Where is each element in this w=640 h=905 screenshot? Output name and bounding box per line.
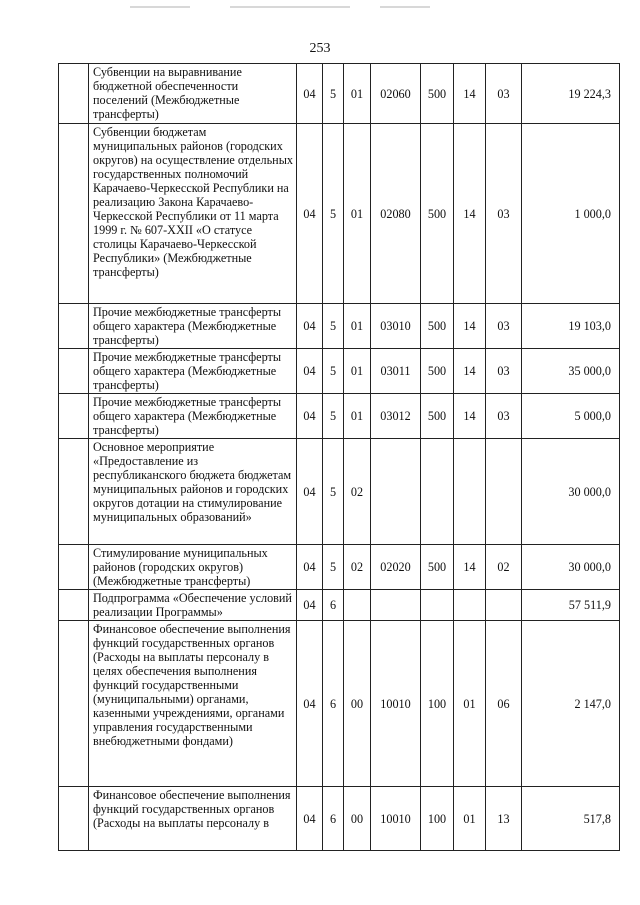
code-cell: 5 (323, 64, 344, 124)
code-cell: 500 (421, 545, 454, 590)
blank-cell (59, 304, 89, 349)
amount-cell: 517,8 (522, 787, 620, 851)
code-cell (421, 439, 454, 545)
code-cell: 04 (297, 64, 323, 124)
code-cell: 01 (344, 304, 371, 349)
table-row (59, 545, 620, 590)
table-row (59, 124, 620, 304)
code-cell: 5 (323, 439, 344, 545)
code-cell: 01 (344, 349, 371, 394)
code-cell: 14 (454, 124, 486, 304)
code-cell: 13 (486, 787, 522, 851)
code-cell: 02080 (371, 124, 421, 304)
amount-cell: 35 000,0 (522, 349, 620, 394)
amount-cell: 1 000,0 (522, 124, 620, 304)
item-name: Основное мероприятие «Предоставление из республиканского бюджета бюджетам муниципальных районов и городских округов дотации на стимулирование муниципальных образований» (89, 439, 297, 545)
code-cell (371, 590, 421, 621)
code-cell: 06 (486, 621, 522, 787)
amount-cell: 5 000,0 (522, 394, 620, 439)
code-cell: 5 (323, 349, 344, 394)
amount-cell: 30 000,0 (522, 545, 620, 590)
code-cell: 01 (344, 394, 371, 439)
table-row (59, 64, 620, 124)
code-cell: 500 (421, 349, 454, 394)
code-cell: 5 (323, 124, 344, 304)
code-cell: 03 (486, 349, 522, 394)
blank-cell (59, 394, 89, 439)
code-cell: 04 (297, 621, 323, 787)
blank-cell (59, 621, 89, 787)
item-name: Субвенции на выравнивание бюджетной обеспеченности поселений (Межбюджетные трансферты) (89, 64, 297, 124)
code-cell: 03010 (371, 304, 421, 349)
item-name: Прочие межбюджетные трансферты общего характера (Межбюджетные трансферты) (89, 394, 297, 439)
table-row (59, 590, 620, 621)
table-row (59, 349, 620, 394)
code-cell: 500 (421, 64, 454, 124)
code-cell: 04 (297, 545, 323, 590)
code-cell (421, 590, 454, 621)
code-cell: 02 (344, 545, 371, 590)
code-cell: 03 (486, 394, 522, 439)
code-cell: 04 (297, 124, 323, 304)
code-cell (486, 439, 522, 545)
code-cell (454, 590, 486, 621)
code-cell: 03012 (371, 394, 421, 439)
budget-table (58, 63, 620, 851)
code-cell: 02020 (371, 545, 421, 590)
code-cell: 04 (297, 439, 323, 545)
code-cell: 03 (486, 304, 522, 349)
code-cell: 00 (344, 787, 371, 851)
code-cell: 14 (454, 349, 486, 394)
code-cell: 10010 (371, 787, 421, 851)
code-cell: 500 (421, 304, 454, 349)
amount-cell: 2 147,0 (522, 621, 620, 787)
item-name: Финансовое обеспечение выполнения функций государственных органов (Расходы на выплаты персоналу в целях обеспечения выполнения функций государственными (муниципальными) органами, казенными учреждениями, органами управления государственными внебюджетными фондами) (89, 621, 297, 787)
code-cell: 02060 (371, 64, 421, 124)
code-cell: 500 (421, 124, 454, 304)
code-cell: 100 (421, 787, 454, 851)
table-row (59, 787, 620, 851)
code-cell: 04 (297, 787, 323, 851)
code-cell: 6 (323, 590, 344, 621)
code-cell: 04 (297, 590, 323, 621)
item-name: Финансовое обеспечение выполнения функций государственных органов (Расходы на выплаты персоналу в (89, 787, 297, 851)
code-cell: 5 (323, 304, 344, 349)
code-cell: 04 (297, 349, 323, 394)
code-cell (344, 590, 371, 621)
code-cell: 01 (344, 124, 371, 304)
blank-cell (59, 64, 89, 124)
code-cell: 03011 (371, 349, 421, 394)
code-cell: 14 (454, 394, 486, 439)
amount-cell: 19 103,0 (522, 304, 620, 349)
code-cell: 01 (454, 787, 486, 851)
table-row (59, 439, 620, 545)
item-name: Прочие межбюджетные трансферты общего характера (Межбюджетные трансферты) (89, 349, 297, 394)
page-number: 253 (309, 41, 331, 56)
blank-cell (59, 787, 89, 851)
blank-cell (59, 545, 89, 590)
item-name: Субвенции бюджетам муниципальных районов (городских округов) на осуществление отдельных государственных полномочий Карачаево-Черкесской Республики на реализацию Закона Карачаево-Черкесской Республики от 11 марта 1999 г. № 607-XXII «О статусе столицы Карачаево-Черкесской Республики» (Межбюджетные трансферты) (89, 124, 297, 304)
blank-cell (59, 124, 89, 304)
blank-cell (59, 590, 89, 621)
code-cell: 14 (454, 64, 486, 124)
code-cell: 500 (421, 394, 454, 439)
code-cell: 02 (344, 439, 371, 545)
amount-cell: 30 000,0 (522, 439, 620, 545)
code-cell: 6 (323, 787, 344, 851)
table-row (59, 394, 620, 439)
item-name: Стимулирование муниципальных районов (городских округов) (Межбюджетные трансферты) (89, 545, 297, 590)
code-cell (486, 590, 522, 621)
blank-cell (59, 349, 89, 394)
code-cell: 10010 (371, 621, 421, 787)
item-name: Прочие межбюджетные трансферты общего характера (Межбюджетные трансферты) (89, 304, 297, 349)
amount-cell: 19 224,3 (522, 64, 620, 124)
code-cell: 04 (297, 304, 323, 349)
amount-cell: 57 511,9 (522, 590, 620, 621)
code-cell: 03 (486, 64, 522, 124)
code-cell: 04 (297, 394, 323, 439)
code-cell: 01 (344, 64, 371, 124)
scan-artifact (230, 6, 350, 8)
code-cell (371, 439, 421, 545)
table-row (59, 621, 620, 787)
code-cell: 14 (454, 304, 486, 349)
code-cell: 01 (454, 621, 486, 787)
code-cell: 5 (323, 545, 344, 590)
code-cell: 5 (323, 394, 344, 439)
code-cell: 03 (486, 124, 522, 304)
code-cell: 02 (486, 545, 522, 590)
code-cell: 14 (454, 545, 486, 590)
scan-artifact (380, 6, 430, 8)
item-name: Подпрограмма «Обеспечение условий реализации Программы» (89, 590, 297, 621)
code-cell (454, 439, 486, 545)
code-cell: 00 (344, 621, 371, 787)
scan-artifact (130, 6, 190, 8)
code-cell: 6 (323, 621, 344, 787)
code-cell: 100 (421, 621, 454, 787)
blank-cell (59, 439, 89, 545)
table-row (59, 304, 620, 349)
